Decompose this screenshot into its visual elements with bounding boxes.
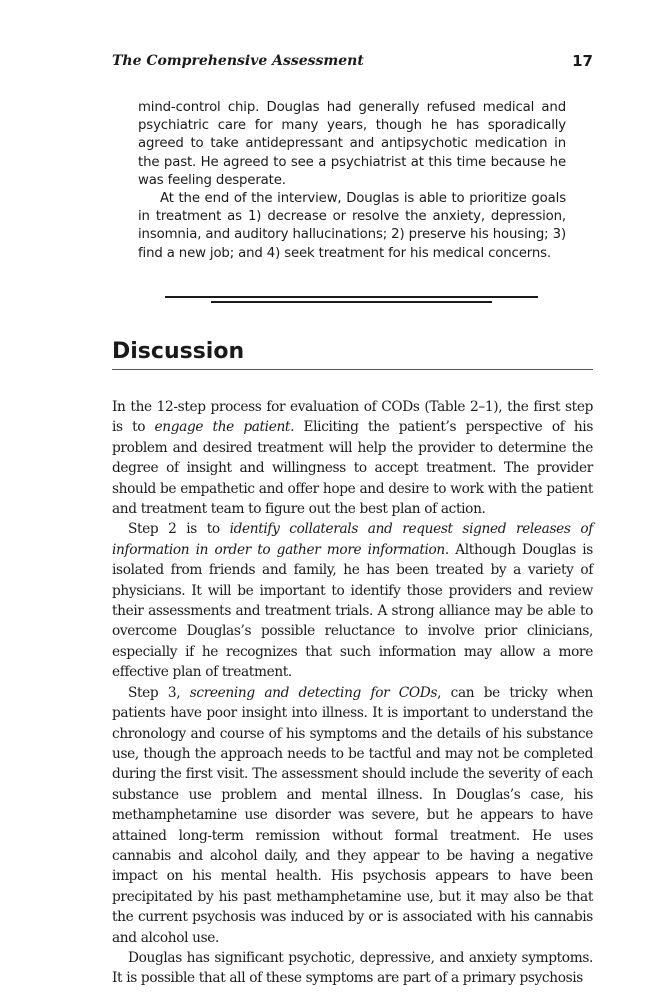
emphasis-text: screening and detecting for CODs xyxy=(189,684,438,701)
heading-rule xyxy=(112,369,593,370)
body-text: In the 12-step process for evaluation of CODs (Table 2–1), the first step is to xyxy=(112,399,593,436)
body-paragraph xyxy=(112,519,593,682)
running-title: The Comprehensive Assessment xyxy=(112,53,364,69)
case-paragraph: mind-control chip. Douglas had generally refused medical and psychiatric care for many years, though he has sporadically agreed to take antidepressant and antipsychotic medication in the past. He agreed to see a psychiatrist at this time because he was feeling desperate. xyxy=(138,100,566,188)
emphasis-text: identify collaterals and request signed releases of information in order to gather more information xyxy=(112,521,593,558)
body-text: Step 3, xyxy=(128,684,190,701)
case-paragraph: At the end of the interview, Douglas is able to prioritize goals in treatment as 1) decrease or resolve the anxiety, depression, insomnia, and auditory hallucinations; 2) preserve his housing; 3) find a new job; and 4) seek treatment for his medical concerns. xyxy=(138,191,566,261)
body-text: . Eliciting the patient’s perspective of his problem and desired treatment will help the provider to determine the degree of insight and willingness to accept treatment. The provider should be empathetic and offer hope and desire to work with the patient and treatment team to figure out the best plan of action. xyxy=(112,419,593,518)
emphasis-text: engage the patient xyxy=(154,419,291,436)
section-heading: Discussion xyxy=(112,339,245,364)
body-paragraph: Douglas has significant psychotic, depressive, and anxiety symptoms. It is possible that all of these symptoms are part of a primary psychosis xyxy=(112,949,593,987)
body-paragraph xyxy=(112,683,593,948)
running-header xyxy=(112,51,593,73)
page-number: 17 xyxy=(572,52,593,70)
case-end-rule-long xyxy=(165,296,538,298)
case-study-text xyxy=(138,99,566,263)
body-paragraph xyxy=(112,397,593,519)
body-text: . Although Douglas is isolated from friends and family, he has been treated by a variety of physicians. It will be important to identify those providers and review their assessments and treatment trials. A strong alliance may be able to overcome Douglas’s possible reluctance to involve prior clinicians, especially if he recognizes that such information may allow a more effective plan of treatment. xyxy=(112,541,593,681)
body-text: Step 2 is to xyxy=(128,521,230,538)
body-text: , can be tricky when patients have poor insight into illness. It is important to understand the chronology and course of his symptoms and the details of his substance use, though the approach needs to be tactful and may not be completed during the first visit. The assessment should include the severity of each substance use problem and mental illness. In Douglas’s case, his methamphetamine use disorder was severe, but he appears to have attained long-term remission without formal treatment. He uses cannabis and alcohol daily, and they appear to be having a negative impact on his mental health. His psychosis appears to have been precipitated by his past methamphetamine use, but it may also be that the current psychosis was induced by or is associated with his cannabis and alcohol use. xyxy=(112,684,594,946)
case-end-rule-short xyxy=(211,301,492,303)
discussion-body xyxy=(112,397,593,989)
